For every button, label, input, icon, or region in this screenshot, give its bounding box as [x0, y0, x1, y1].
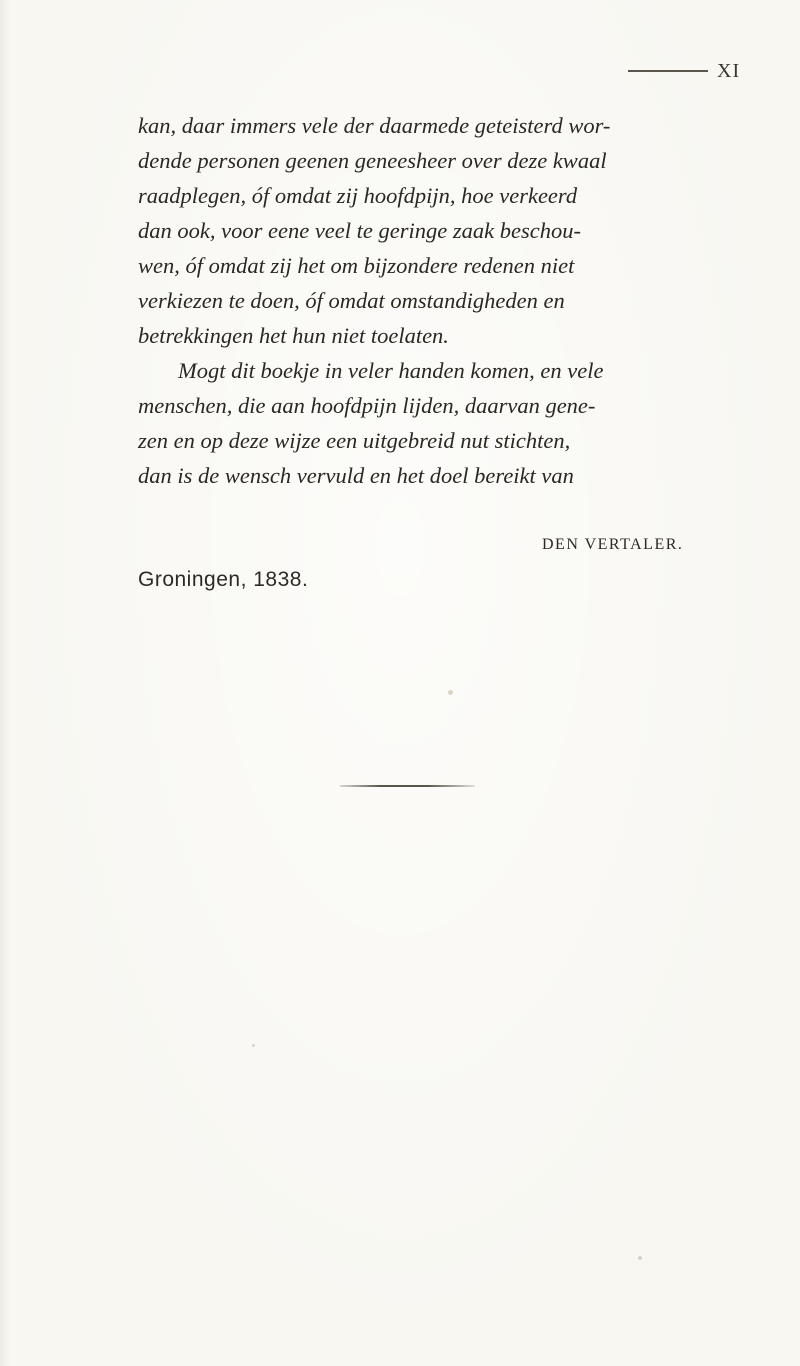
text-line: dende personen geenen geneesheer over deze kwaal — [138, 148, 607, 173]
body-paragraphs — [138, 108, 723, 493]
paper-speck — [638, 1256, 642, 1260]
header-rule — [628, 70, 708, 72]
text-line: zen en op deze wijze een uitgebreid nut stichten, — [138, 428, 571, 453]
text-line: dan is de wensch vervuld en het doel bereikt van — [138, 463, 574, 488]
place-and-date: Groningen, 1838. — [138, 568, 309, 591]
paper-speck — [448, 690, 453, 695]
text-line: kan, daar immers vele der daarmede geteisterd wor- — [138, 113, 611, 138]
text-line: raadplegen, óf omdat zij hoofdpijn, hoe verkeerd — [138, 183, 578, 208]
paper-speck — [252, 1044, 255, 1047]
text-line: verkiezen te doen, óf omdat omstandigheden en — [138, 288, 565, 313]
text-line: betrekkingen het hun niet toelaten. — [138, 323, 449, 348]
text-line: wen, óf omdat zij het om bijzondere redenen niet — [138, 253, 575, 278]
page-left-edge — [0, 0, 10, 1366]
text-line: dan ook, voor eene veel te geringe zaak beschou- — [138, 218, 581, 243]
paragraph-start-line: Mogt dit boekje in veler handen komen, en vele — [178, 358, 604, 383]
page-number: XI — [717, 60, 741, 82]
text-line: menschen, die aan hoofdpijn lijden, daarvan gene- — [138, 393, 596, 418]
decorative-rule — [340, 785, 475, 787]
translator-signature: DEN VERTALER. — [542, 536, 684, 553]
